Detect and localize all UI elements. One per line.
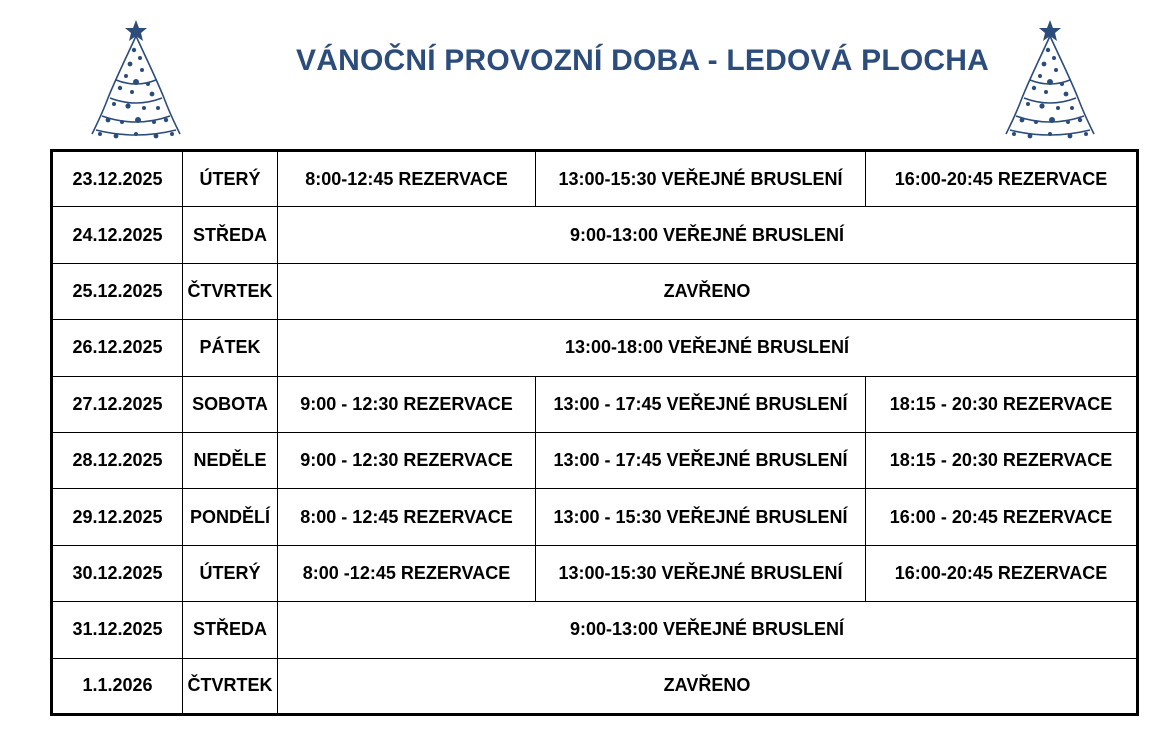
date-cell: 24.12.2025 <box>52 207 183 263</box>
day-cell: PÁTEK <box>183 320 278 376</box>
time-slot-cell: 13:00-18:00 VEŘEJNÉ BRUSLENÍ <box>278 320 1138 376</box>
day-cell: ÚTERÝ <box>183 151 278 207</box>
day-cell: ÚTERÝ <box>183 545 278 601</box>
table-row <box>52 489 1138 545</box>
time-slot-cell: ZAVŘENO <box>278 263 1138 319</box>
table-row <box>52 432 1138 488</box>
table-row <box>52 263 1138 319</box>
time-slot-cell: 13:00 - 17:45 VEŘEJNÉ BRUSLENÍ <box>536 432 866 488</box>
time-slot-cell: 8:00 - 12:45 REZERVACE <box>278 489 536 545</box>
table-row <box>52 376 1138 432</box>
time-slot-cell: 13:00 - 17:45 VEŘEJNÉ BRUSLENÍ <box>536 376 866 432</box>
table-row <box>52 545 1138 601</box>
day-cell: ČTVRTEK <box>183 263 278 319</box>
time-slot-cell: 16:00-20:45 REZERVACE <box>866 151 1138 207</box>
time-slot-cell: 13:00-15:30 VEŘEJNÉ BRUSLENÍ <box>536 151 866 207</box>
table-row <box>52 658 1138 714</box>
time-slot-cell: 9:00-13:00 VEŘEJNÉ BRUSLENÍ <box>278 602 1138 658</box>
day-cell: ČTVRTEK <box>183 658 278 714</box>
date-cell: 1.1.2026 <box>52 658 183 714</box>
day-cell: SOBOTA <box>183 376 278 432</box>
page-title: VÁNOČNÍ PROVOZNÍ DOBA - LEDOVÁ PLOCHA <box>296 44 989 77</box>
time-slot-cell: 16:00-20:45 REZERVACE <box>866 545 1138 601</box>
christmas-tree-icon <box>86 18 186 142</box>
time-slot-cell: 13:00-15:30 VEŘEJNÉ BRUSLENÍ <box>536 545 866 601</box>
time-slot-cell: 18:15 - 20:30 REZERVACE <box>866 432 1138 488</box>
table-row <box>52 207 1138 263</box>
time-slot-cell: 8:00-12:45 REZERVACE <box>278 151 536 207</box>
date-cell: 28.12.2025 <box>52 432 183 488</box>
date-cell: 27.12.2025 <box>52 376 183 432</box>
time-slot-cell: 16:00 - 20:45 REZERVACE <box>866 489 1138 545</box>
table-row <box>52 320 1138 376</box>
time-slot-cell: 8:00 -12:45 REZERVACE <box>278 545 536 601</box>
date-cell: 25.12.2025 <box>52 263 183 319</box>
time-slot-cell: 9:00 - 12:30 REZERVACE <box>278 432 536 488</box>
time-slot-cell: 9:00 - 12:30 REZERVACE <box>278 376 536 432</box>
date-cell: 29.12.2025 <box>52 489 183 545</box>
day-cell: STŘEDA <box>183 207 278 263</box>
date-cell: 31.12.2025 <box>52 602 183 658</box>
christmas-tree-icon <box>1000 18 1100 142</box>
table-row <box>52 602 1138 658</box>
time-slot-cell: ZAVŘENO <box>278 658 1138 714</box>
day-cell: PONDĚLÍ <box>183 489 278 545</box>
table-row <box>52 151 1138 207</box>
time-slot-cell: 9:00-13:00 VEŘEJNÉ BRUSLENÍ <box>278 207 1138 263</box>
date-cell: 30.12.2025 <box>52 545 183 601</box>
time-slot-cell: 18:15 - 20:30 REZERVACE <box>866 376 1138 432</box>
schedule-table <box>50 149 1139 716</box>
day-cell: NEDĚLE <box>183 432 278 488</box>
date-cell: 23.12.2025 <box>52 151 183 207</box>
time-slot-cell: 13:00 - 15:30 VEŘEJNÉ BRUSLENÍ <box>536 489 866 545</box>
day-cell: STŘEDA <box>183 602 278 658</box>
date-cell: 26.12.2025 <box>52 320 183 376</box>
